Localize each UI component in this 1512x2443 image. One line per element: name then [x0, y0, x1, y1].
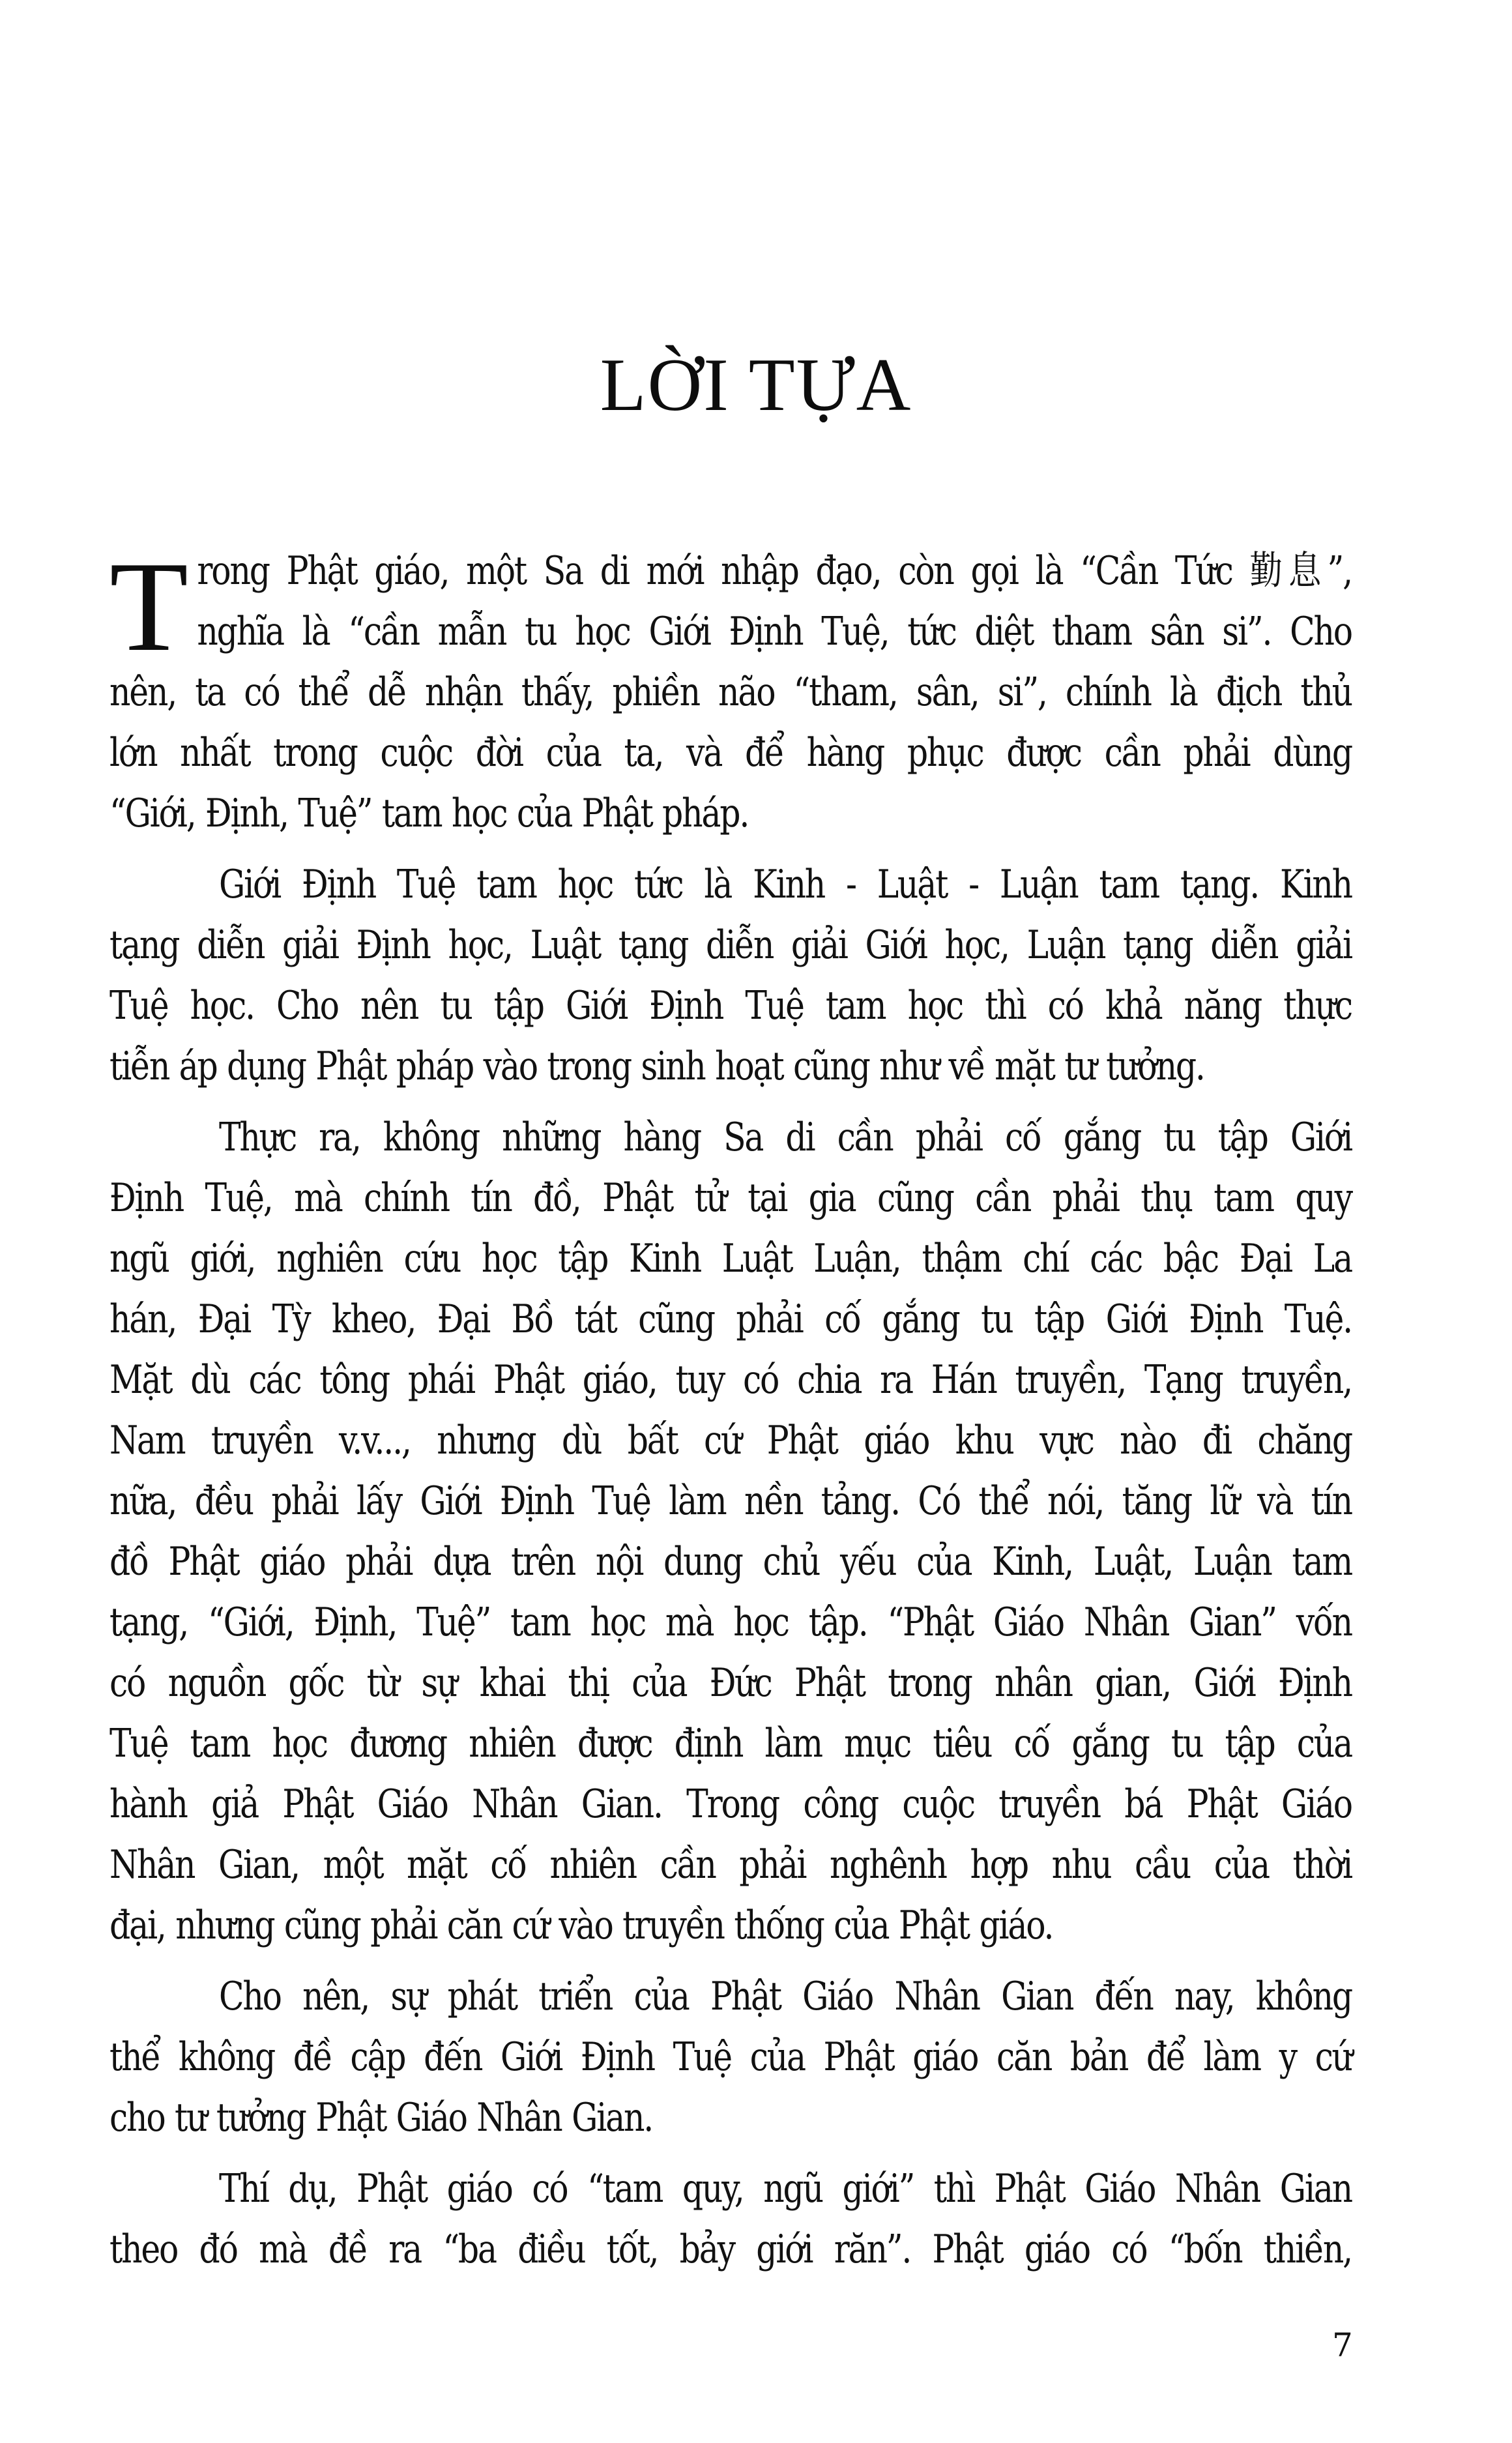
paragraph — [109, 535, 1352, 844]
text-line: Nam truyền v.v..., nhưng dù bất cứ Phật giáo khu vực nào đi chăng — [109, 1418, 1352, 1463]
text-line: lớn nhất trong cuộc đời của ta, và để hàng phục được cần phải dùng — [109, 730, 1352, 776]
text-line: tạng, “Giới, Định, Tuệ” tam học mà học tập. “Phật Giáo Nhân Gian” vốn — [109, 1600, 1352, 1645]
paragraph — [109, 1107, 1352, 1956]
text-line: nên, ta có thể dễ nhận thấy, phiền não “tham, sân, si”, chính là địch thủ — [109, 669, 1352, 715]
text-line: cho tư tưởng Phật Giáo Nhân Gian. — [109, 2095, 653, 2141]
paragraph — [109, 2159, 1352, 2280]
text-line: Cho nên, sự phát triển của Phật Giáo Nhân Gian đến nay, không — [219, 1974, 1352, 2019]
text-line: Thí dụ, Phật giáo có “tam quy, ngũ giới” thì Phật Giáo Nhân Gian — [219, 2166, 1352, 2212]
text-line: đại, nhưng cũng phải căn cứ vào truyền thống của Phật giáo. — [109, 1903, 1053, 1948]
text-line: Tuệ học. Cho nên tu tập Giới Định Tuệ tam học thì có khả năng thực — [109, 983, 1352, 1029]
page-title: LỜI TỰA — [600, 343, 912, 427]
body-text — [109, 535, 1352, 2280]
text-line: Tuệ tam học đương nhiên được định làm mục tiêu cố gắng tu tập của — [109, 1721, 1352, 1766]
text-line: hành giả Phật Giáo Nhân Gian. Trong công cuộc truyền bá Phật Giáo — [109, 1781, 1352, 1827]
text-line: Định Tuệ, mà chính tín đồ, Phật tử tại gia cũng cần phải thụ tam quy — [109, 1175, 1352, 1221]
text-line: rong Phật giáo, một Sa di mới nhập đạo, còn gọi là “Cần Tức 勤息”, — [197, 548, 1352, 594]
drop-cap: T — [109, 535, 188, 678]
text-line: Mặt dù các tông phái Phật giáo, tuy có chia ra Hán truyền, Tạng truyền, — [109, 1357, 1352, 1403]
text-line: có nguồn gốc từ sự khai thị của Đức Phật trong nhân gian, Giới Định — [109, 1660, 1352, 1706]
text-line: đồ Phật giáo phải dựa trên nội dung chủ yếu của Kinh, Luật, Luận tam — [109, 1539, 1352, 1585]
text-line: Giới Định Tuệ tam học tức là Kinh - Luật - Luận tam tạng. Kinh — [219, 862, 1352, 907]
text-line: thể không đề cập đến Giới Định Tuệ của Phật giáo căn bản để làm y cứ — [109, 2034, 1352, 2080]
text-line: theo đó mà đề ra “ba điều tốt, bảy giới răn”. Phật giáo có “bốn thiền, — [109, 2227, 1352, 2272]
text-line: ngũ giới, nghiên cứu học tập Kinh Luật Luận, thậm chí các bậc Đại La — [109, 1236, 1352, 1281]
text-line: “Giới, Định, Tuệ” tam học của Phật pháp. — [109, 791, 749, 836]
paragraph — [109, 855, 1352, 1097]
text-line: hán, Đại Tỳ kheo, Đại Bồ tát cũng phải cố gắng tu tập Giới Định Tuệ. — [109, 1296, 1352, 1342]
paragraph — [109, 1967, 1352, 2148]
text-line: tạng diễn giải Định học, Luật tạng diễn giải Giới học, Luận tạng diễn giải — [109, 922, 1352, 968]
text-line: Nhân Gian, một mặt cố nhiên cần phải nghênh hợp nhu cầu của thời — [109, 1842, 1352, 1888]
text-line: nữa, đều phải lấy Giới Định Tuệ làm nền tảng. Có thể nói, tăng lữ và tín — [109, 1478, 1352, 1524]
text-line: Thực ra, không những hàng Sa di cần phải cố gắng tu tập Giới — [219, 1115, 1352, 1160]
text-line: tiễn áp dụng Phật pháp vào trong sinh hoạt cũng như về mặt tư tưởng. — [109, 1044, 1204, 1089]
text-line: nghĩa là “cần mẫn tu học Giới Định Tuệ, tức diệt tham sân si”. Cho — [197, 609, 1352, 654]
page-number: 7 — [1332, 2326, 1353, 2364]
